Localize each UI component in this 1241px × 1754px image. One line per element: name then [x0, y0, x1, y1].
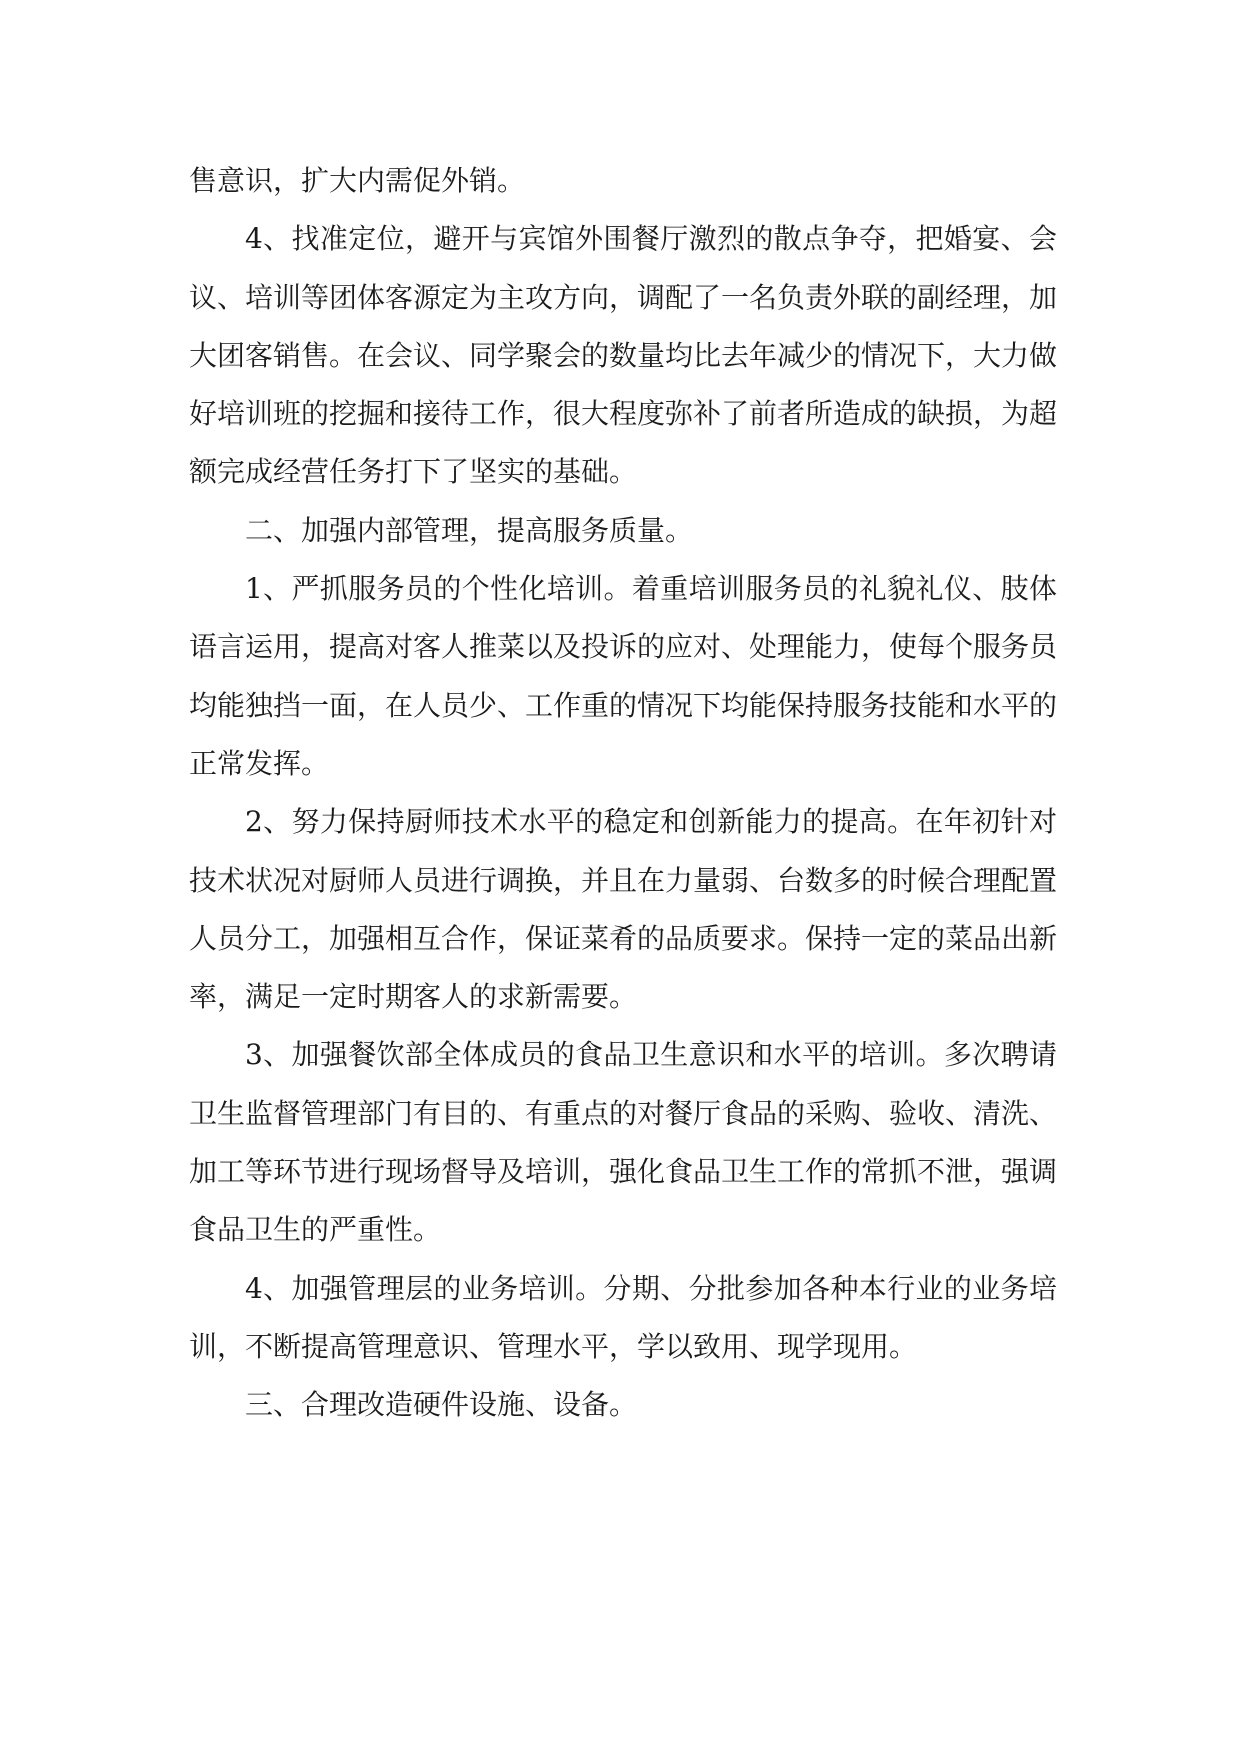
paragraph-item-4-positioning: 4、找准定位，避开与宾馆外围餐厅激烈的散点争夺，把婚宴、会议、培训等团体客源定为主攻方向，调配了一名负责外联的副经理，加大团客销售。在会议、同学聚会的数量均比去年减少的情况下，大力做好培训班的挖掘和接待工作，很大程度弥补了前者所造成的缺损，为超额完成经营任务打下了坚实的基础。 [189, 222, 1058, 489]
paragraph-item-1-staff-training: 1、严抓服务员的个性化培训。着重培训服务员的礼貌礼仪、肢体语言运用，提高对客人推菜以及投诉的应对、处理能力，使每个服务员均能独挡一面，在人员少、工作重的情况下均能保持服务技能和水平的正常发挥。 [189, 572, 1058, 780]
paragraph-item-2-chef-skills: 2、努力保持厨师技术水平的稳定和创新能力的提高。在年初针对技术状况对厨师人员进行调换，并且在力量弱、台数多的时候合理配置人员分工，加强相互合作，保证菜肴的品质要求。保持一定的菜品出新率，满足一定时期客人的求新需要。 [189, 805, 1058, 1014]
document-body [189, 152, 1057, 1435]
section-heading-3: 三、合理改造硬件设施、设备。 [245, 1388, 638, 1422]
section-heading-2: 二、加强内部管理，提高服务质量。 [245, 513, 694, 547]
paragraph-item-3-food-hygiene: 3、加强餐饮部全体成员的食品卫生意识和水平的培训。多次聘请卫生监督管理部门有目的、有重点的对餐厅食品的采购、验收、清洗、加工等环节进行现场督导及培训，强化食品卫生工作的常抓不泄，强调食品卫生的严重性。 [189, 1038, 1058, 1247]
paragraph-continuation: 售意识，扩大内需促外销。 [189, 164, 526, 197]
paragraph-item-4-management-training: 4、加强管理层的业务培训。分期、分批参加各种本行业的业务培训，不断提高管理意识、管理水平，学以致用、现学现用。 [189, 1271, 1057, 1363]
